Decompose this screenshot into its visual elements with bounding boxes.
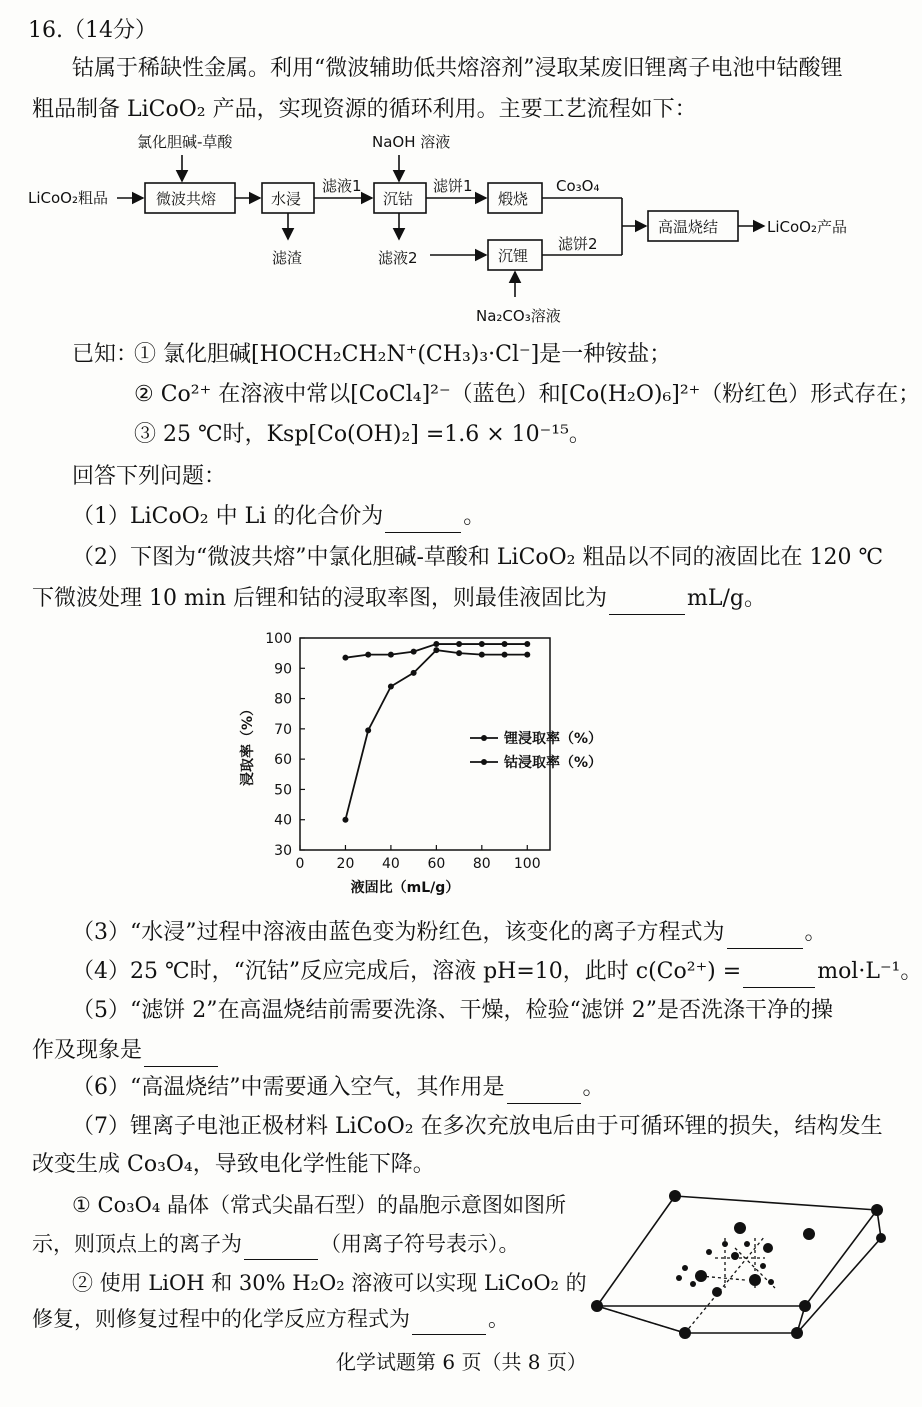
data-point-series-2	[479, 652, 485, 658]
q4-unit: mol·L⁻¹。	[817, 959, 922, 984]
data-point-series-2	[524, 652, 530, 658]
y-tick-label: 100	[265, 631, 292, 647]
q1-line	[72, 502, 485, 533]
inner-ion	[722, 1241, 728, 1247]
vertex-ion	[871, 1204, 883, 1216]
data-point-series-1	[342, 655, 348, 661]
known-item-2: ② Co²⁺ 在溶液中常以[CoCl₄]²⁻（蓝色）和[Co(H₂O)₆]²⁺（粉红色）形式存在；	[134, 382, 921, 407]
spinel-unit-cell-diagram	[585, 1188, 885, 1348]
q2-unit: mL/g。	[687, 586, 767, 611]
y-tick-label: 40	[274, 812, 292, 829]
q5-answer-blank[interactable]	[144, 1036, 218, 1067]
flow-box-lithium-label: 沉锂	[498, 247, 529, 265]
flow-filtrate2: 滤液2	[378, 249, 418, 267]
inner-ion	[682, 1265, 688, 1271]
q1-text: （1）LiCoO₂ 中 Li 的化合价为	[72, 504, 384, 529]
q1-end: 。	[463, 504, 486, 529]
q7-sub1-answer-blank[interactable]	[244, 1229, 318, 1260]
data-point-series-1	[524, 641, 530, 647]
inner-ion	[768, 1279, 774, 1285]
flow-filtrate1: 滤液1	[322, 177, 362, 195]
flow-input: LiCoO₂粗品	[28, 189, 108, 207]
x-tick-label: 40	[381, 856, 400, 872]
q6-text: （6）“高温烧结”中需要通入空气，其作用是	[72, 1075, 505, 1100]
q7-sub2-end: 。	[488, 1307, 509, 1331]
flow-cake1: 滤饼1	[433, 177, 473, 195]
inner-ion	[712, 1287, 722, 1297]
q7-sub1-text: 示，则顶点上的离子为	[32, 1232, 242, 1256]
flow-box-water-label: 水浸	[271, 190, 302, 208]
known-item-1: ① 氯化胆碱[HOCH₂CH₂N⁺(CH₃)₃·Cl⁻]是一种铵盐；	[134, 342, 672, 367]
flow-cake2: 滤饼2	[558, 235, 598, 253]
q6-line	[72, 1073, 605, 1104]
q4-answer-blank[interactable]	[743, 957, 815, 988]
data-point-series-1	[365, 652, 371, 658]
legend-marker-1	[481, 735, 487, 741]
legend-label-1: 锂浸取率（%）	[504, 731, 603, 747]
q7-sub1-line-1: ① Co₃O₄ 晶体（常式尖晶石型）的晶胞示意图如图所	[72, 1193, 566, 1217]
data-point-series-1	[388, 652, 394, 658]
q3-end: 。	[804, 920, 827, 945]
x-tick-label: 100	[513, 856, 541, 872]
inner-ion	[763, 1243, 773, 1253]
inner-ion	[695, 1270, 707, 1282]
intro-line-2: 粗品制备 LiCoO₂ 产品，实现资源的循环利用。主要工艺流程如下：	[32, 97, 697, 122]
y-tick-label: 60	[274, 752, 292, 769]
flow-reagent-choline: 氯化胆碱-草酸	[137, 133, 233, 151]
q4-line	[72, 957, 922, 988]
y-tick-label: 30	[274, 843, 292, 859]
question-number: 16.（14分）	[28, 18, 157, 43]
legend-marker-2	[481, 759, 487, 765]
q7-sub2-line-2	[32, 1304, 509, 1335]
data-point-series-2	[365, 727, 371, 733]
data-point-series-2	[502, 652, 508, 658]
q7-sub1-line-2	[32, 1229, 520, 1260]
q3-text: （3）“水浸”过程中溶液由蓝色变为粉红色，该变化的离子方程式为	[72, 920, 725, 945]
y-tick-label: 90	[274, 661, 292, 678]
q7-sub1-note: （用离子符号表示）。	[320, 1232, 520, 1256]
q2-answer-blank[interactable]	[609, 584, 685, 615]
data-point-series-1	[433, 641, 439, 647]
q6-end: 。	[582, 1075, 605, 1100]
page-footer: 化学试题第 6 页（共 8 页）	[336, 1350, 587, 1374]
flow-reagent-na2co3: Na₂CO₃溶液	[476, 307, 561, 325]
flow-box-calcine-label: 煅烧	[498, 190, 529, 208]
vertex-ion	[669, 1190, 681, 1202]
x-tick-label: 0	[295, 856, 305, 872]
q5-line-1: （5）“滤饼 2”在高温烧结前需要洗涤、干燥，检验“滤饼 2”是否洗涤干净的操	[72, 998, 833, 1023]
known-item-3: ③ 25 ℃时，Ksp[Co(OH)₂] =1.6 × 10⁻¹⁵。	[134, 422, 591, 447]
flow-product: LiCoO₂产品	[767, 218, 847, 236]
q2-line-2	[32, 584, 766, 615]
legend-label-2: 钴浸取率（%）	[504, 755, 603, 771]
q1-answer-blank[interactable]	[385, 502, 461, 533]
inner-ion	[734, 1222, 746, 1234]
q7-sub2-text: 修复，则修复过程中的化学反应方程式为	[32, 1307, 410, 1331]
flow-reagent-naoh: NaOH 溶液	[372, 133, 451, 151]
q3-answer-blank[interactable]	[727, 918, 803, 949]
x-tick-label: 80	[472, 856, 491, 872]
flow-box-microwave-label: 微波共熔	[156, 190, 217, 208]
data-point-series-1	[502, 641, 508, 647]
inner-ion	[749, 1274, 761, 1286]
flow-residue: 滤渣	[272, 249, 303, 267]
data-point-series-2	[433, 647, 439, 653]
y-tick-label: 70	[274, 721, 292, 738]
answer-prompt: 回答下列问题：	[72, 464, 227, 489]
inner-ion	[676, 1275, 682, 1281]
flow-co3o4: Co₃O₄	[556, 177, 600, 195]
vertex-ion	[679, 1327, 691, 1339]
q7-sub2-answer-blank[interactable]	[412, 1304, 486, 1335]
cell-edge	[797, 1238, 881, 1333]
cell-edge	[805, 1210, 877, 1306]
q6-answer-blank[interactable]	[507, 1073, 581, 1104]
flow-box-cobalt-label: 沉钴	[383, 190, 414, 208]
inner-ion	[760, 1263, 766, 1269]
vertex-ion	[799, 1300, 811, 1312]
data-point-series-1	[479, 641, 485, 647]
data-point-series-1	[411, 649, 417, 655]
data-point-series-2	[456, 650, 462, 656]
y-axis-label: 浸取率（%）	[240, 701, 256, 787]
q5-text: 作及现象是	[32, 1038, 143, 1063]
q7-sub2-line-1: ② 使用 LiOH 和 30% H₂O₂ 溶液可以实现 LiCoO₂ 的	[72, 1271, 587, 1295]
q3-line	[72, 918, 827, 949]
process-flow-diagram	[0, 125, 900, 335]
q2-text: 下微波处理 10 min 后锂和钴的浸取率图，则最佳液固比为	[32, 586, 608, 611]
inner-ion	[690, 1281, 696, 1287]
data-point-series-2	[388, 683, 394, 689]
inner-ion	[706, 1249, 712, 1255]
leaching-rate-chart	[230, 620, 650, 905]
intro-line-1: 钴属于稀缺性金属。利用“微波辅助低共熔溶剂”浸取某废旧锂离子电池中钴酸锂	[72, 56, 843, 81]
cell-edge	[675, 1196, 877, 1210]
flow-box-sinter-label: 高温烧结	[658, 218, 719, 236]
x-tick-label: 20	[336, 856, 355, 872]
q7-line-2: 改变生成 Co₃O₄，导致电化学性能下降。	[32, 1152, 435, 1177]
vertex-ion	[876, 1233, 886, 1243]
q7-line-1: （7）锂离子电池正极材料 LiCoO₂ 在多次充放电后由于可循环锂的损失，结构发生	[72, 1114, 883, 1139]
x-tick-label: 60	[427, 856, 446, 872]
q2-line-1: （2）下图为“微波共熔”中氯化胆碱-草酸和 LiCoO₂ 粗品以不同的液固比在 120 ℃	[72, 545, 884, 570]
q5-line-2	[32, 1036, 220, 1067]
y-tick-label: 80	[274, 691, 292, 708]
data-point-series-2	[342, 817, 348, 823]
y-tick-label: 50	[274, 782, 292, 799]
series-line-2	[345, 650, 527, 820]
cell-edge	[597, 1196, 675, 1306]
data-point-series-1	[456, 641, 462, 647]
q4-text: （4）25 ℃时，“沉钴”反应完成后，溶液 pH=10，此时 c(Co²⁺) =	[72, 959, 742, 984]
inner-ion	[744, 1241, 750, 1247]
known-label: 已知：	[72, 342, 139, 367]
vertex-ion	[591, 1300, 603, 1312]
vertex-ion	[791, 1327, 803, 1339]
x-axis-label: 液固比（mL/g）	[350, 880, 460, 896]
face-ion	[803, 1228, 815, 1240]
data-point-series-2	[411, 670, 417, 676]
inner-ion	[731, 1252, 739, 1260]
